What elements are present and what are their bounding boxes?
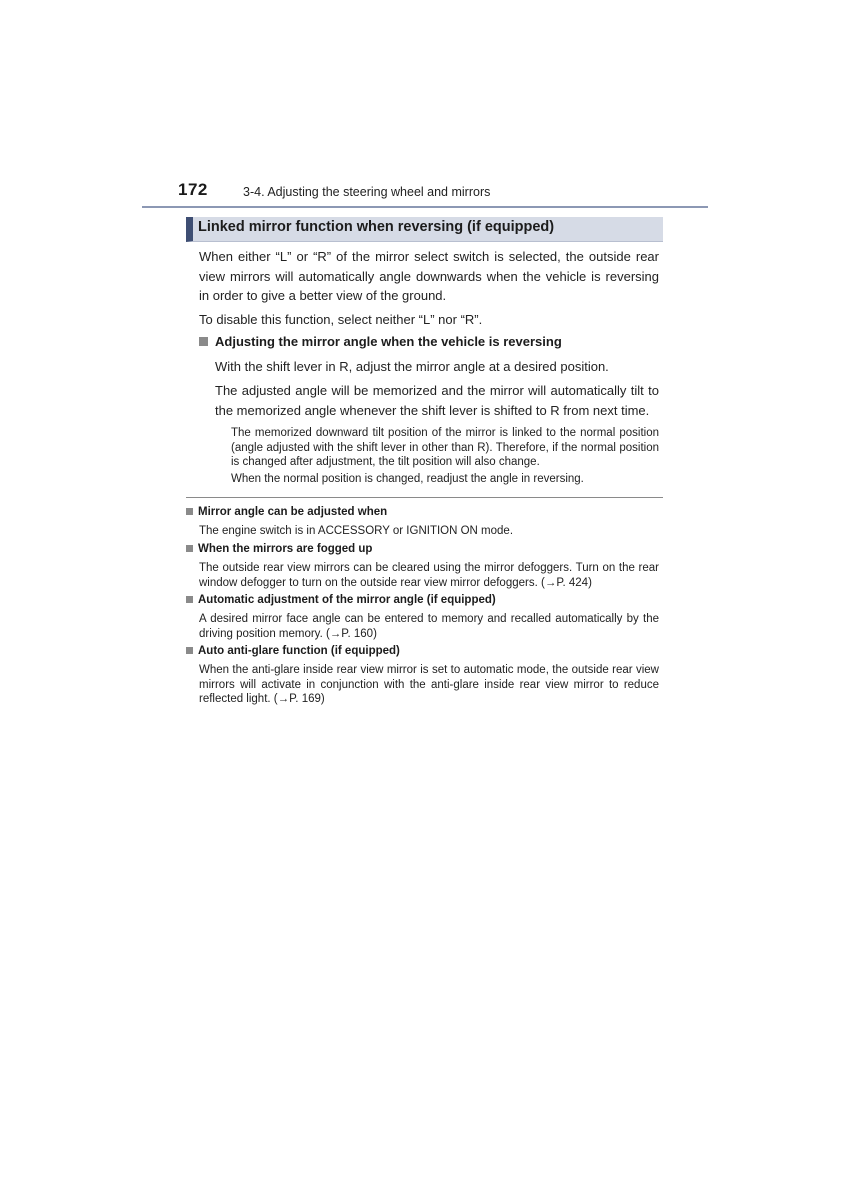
square-bullet-icon [186, 508, 193, 515]
intro-paragraph: When either “L” or “R” of the mirror select switch is selected, the outside rear view mirrors will automatically angle downwards when the vehicle is reversing in order to give a better view of the ground. [199, 249, 659, 303]
info-title: Mirror angle can be adjusted when [198, 506, 388, 518]
info-body: A desired mirror face angle can be entered to memory and recalled automatically by the driving position memory. (→P. 160) [199, 613, 659, 640]
square-bullet-icon [186, 545, 193, 552]
page-number: 172 [178, 180, 208, 199]
info-body: The outside rear view mirrors can be cleared using the mirror defoggers. Turn on the rear window defogger to turn on the outside rear view mirror defoggers. (→P. 424) [199, 562, 659, 589]
note-paragraph-2: When the normal position is changed, readjust the angle in reversing. [231, 473, 584, 485]
info-heading [186, 594, 496, 606]
header-rule [142, 206, 708, 208]
subsection-title: Adjusting the mirror angle when the vehicle is reversing [215, 334, 562, 349]
info-body: The engine switch is in ACCESSORY or IGNITION ON mode. [199, 525, 514, 537]
info-heading [186, 506, 387, 518]
square-bullet-icon [199, 337, 208, 346]
chapter-heading: 3-4. Adjusting the steering wheel and mirrors [243, 185, 491, 199]
note-paragraph-1: The memorized downward tilt position of the mirror is linked to the normal position (angle adjusted with the shift lever in other than R). Therefore, if the normal position is changed after adjustment, the tilt position will also change. [231, 427, 659, 468]
info-heading [186, 543, 372, 555]
info-heading [186, 645, 400, 657]
section-divider [186, 497, 663, 498]
step-paragraph-2: The adjusted angle will be memorized and the mirror will automatically tilt to the memorized angle whenever the shift lever is shifted to R from next time. [215, 383, 659, 418]
square-bullet-icon [186, 596, 193, 603]
info-title: When the mirrors are fogged up [198, 543, 373, 555]
square-bullet-icon [186, 647, 193, 654]
info-title: Automatic adjustment of the mirror angle (if equipped) [198, 594, 496, 606]
step-paragraph-1: With the shift lever in R, adjust the mirror angle at a desired position. [215, 359, 609, 374]
subsection-heading [199, 334, 562, 349]
section-title: Linked mirror function when reversing (if equipped) [198, 219, 555, 235]
disable-paragraph: To disable this function, select neither “L” nor “R”. [199, 312, 483, 327]
info-body: When the anti-glare inside rear view mirror is set to automatic mode, the outside rear view mirrors will activate in conjunction with the anti-glare inside rear view mirror to reduce reflected light. (→P. 169) [199, 664, 659, 705]
info-title: Auto anti-glare function (if equipped) [198, 645, 400, 657]
